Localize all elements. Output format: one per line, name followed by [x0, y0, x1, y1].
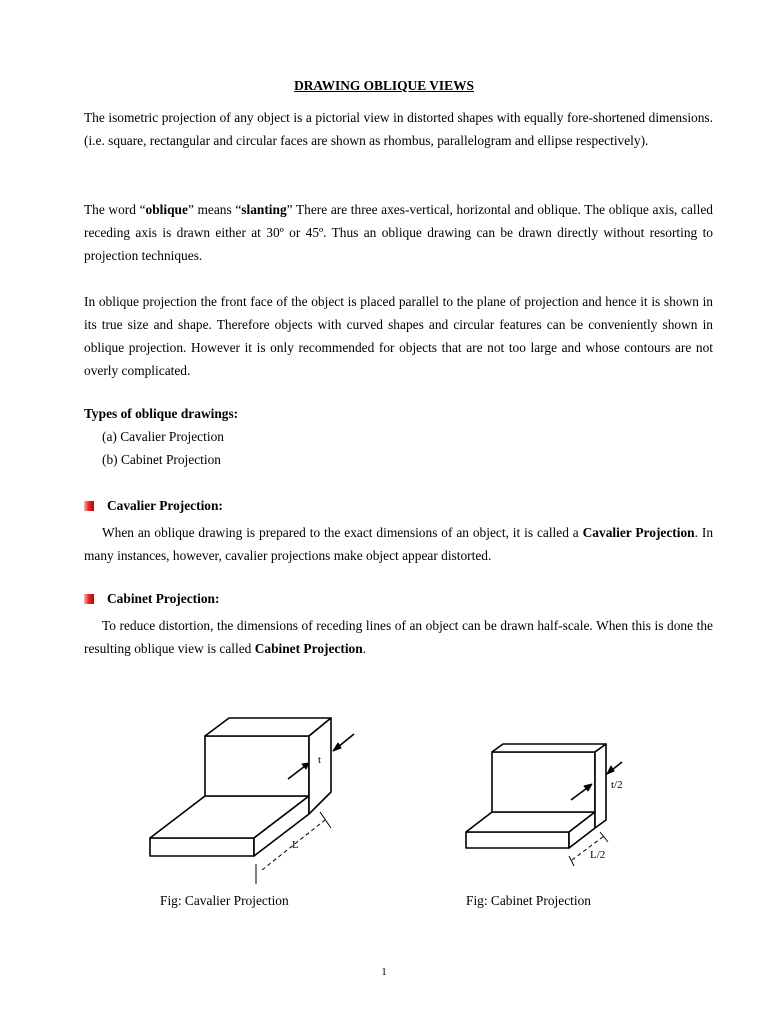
cavalier-wall-side	[309, 718, 331, 814]
oblique-figures	[0, 700, 768, 890]
cabinet-wall-top	[492, 744, 606, 752]
page-number: 1	[381, 966, 387, 978]
type-item-cavalier: (a) Cavalier Projection	[102, 429, 224, 444]
page-title: DRAWING OBLIQUE VIEWS	[294, 78, 474, 93]
cavalier-wall-front	[205, 736, 309, 796]
cavalier-paragraph: When an oblique drawing is prepared to the exact dimensions of an object, it is called a Cavalier Projection. In many instances, however, cavalier projections make object appear distorted.	[84, 525, 714, 563]
cabinet-label-t: t/2	[611, 779, 623, 791]
cavalier-base-front	[150, 838, 254, 856]
cabinet-caption: Fig: Cabinet Projection	[466, 893, 591, 908]
cabinet-wall-front	[492, 752, 595, 812]
cabinet-t-arrow-outer	[612, 762, 622, 770]
cabinet-paragraph: To reduce distortion, the dimensions of receding lines of an object can be drawn half-scale. When this is done the resulting oblique view is called Cabinet Projection.	[84, 618, 713, 656]
cabinet-label-l: L/2	[590, 849, 606, 861]
cabinet-wall-side	[595, 744, 606, 828]
paragraph-oblique-projection: In oblique projection the front face of the object is placed parallel to the plane of projection and hence it is shown in its true size and shape. Therefore objects with curved shapes and circular features can be conveniently shown in oblique projection. However it is only recommended for objects that are not too large and whose contours are not overly complicated.	[84, 294, 713, 378]
paragraph-oblique-definition: The word “oblique” means “slanting” There are three axes-vertical, horizontal and oblique. The oblique axis, called receding axis is drawn either at 30º or 45º. Thus an oblique drawing can be drawn directly without resorting to projection techniques.	[84, 202, 713, 263]
paragraph-isometric: The isometric projection of any object is a pictorial view in distorted shapes with equally fore-shortened dimensions. (i.e. square, rectangular and circular faces are shown as rhombus, parallelogram and ellipse respectively).	[84, 110, 713, 148]
types-heading: Types of oblique drawings:	[84, 406, 239, 421]
cabinet-figure	[466, 744, 623, 866]
cavalier-label-t: t	[318, 754, 322, 766]
cabinet-heading: Cabinet Projection:	[84, 591, 219, 607]
cavalier-heading: Cavalier Projection:	[84, 498, 223, 514]
cavalier-figure	[150, 718, 354, 884]
cavalier-label-l: L	[292, 839, 299, 851]
cavalier-t-arrow-outer	[338, 734, 354, 747]
bullet-icon	[84, 594, 94, 604]
type-item-cabinet: (b) Cabinet Projection	[102, 452, 221, 467]
cabinet-base-front	[466, 832, 569, 848]
cavalier-caption: Fig: Cavalier Projection	[160, 893, 289, 908]
bullet-icon	[84, 501, 94, 511]
